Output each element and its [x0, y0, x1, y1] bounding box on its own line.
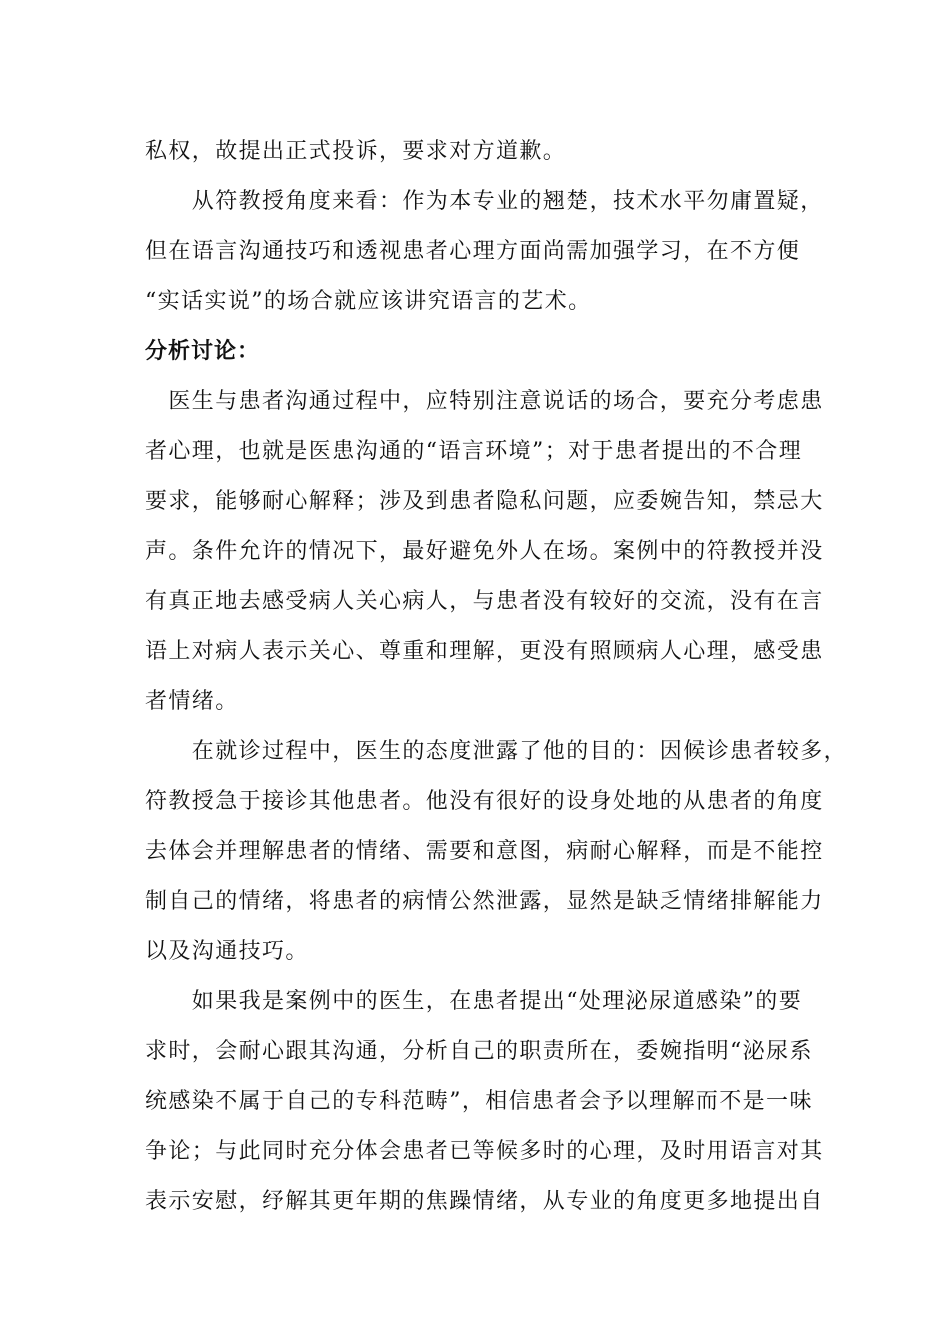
text-line: 有真正地去感受病人关心病人，与患者没有较好的交流，没有在言: [145, 589, 824, 614]
text-line: 声。条件允许的情况下，最好避免外人在场。案例中的符教授并没: [145, 539, 824, 564]
text-line: 私权，故提出正式投诉，要求对方道歉。: [145, 139, 567, 164]
section-heading: 分析讨论：: [145, 339, 261, 364]
text-line: 求时，会耐心跟其沟通，分析自己的职责所在，委婉指明“泌尿系: [145, 1039, 813, 1064]
text-line: 如果我是案例中的医生，在患者提出“处理泌尿道感染”的要: [145, 989, 803, 1014]
text-line: 医生与患者沟通过程中，应特别注意说话的场合，要充分考虑患: [145, 389, 824, 414]
text-line: 在就诊过程中，医生的态度泄露了他的目的：因候诊患者较多，: [145, 739, 848, 764]
text-line: 表示安慰，纾解其更年期的焦躁情绪，从专业的角度更多地提出自: [145, 1189, 824, 1214]
text-line: 统感染不属于自己的专科范畴”，相信患者会予以理解而不是一味: [145, 1089, 813, 1114]
text-line: 要求，能够耐心解释；涉及到患者隐私问题，应委婉告知，禁忌大: [145, 489, 824, 514]
text-line: 符教授急于接诊其他患者。他没有很好的设身处地的从患者的角度: [145, 789, 824, 814]
text-line: 去体会并理解患者的情绪、需要和意图，病耐心解释，而是不能控: [145, 839, 824, 864]
text-line: 从符教授角度来看：作为本专业的翘楚，技术水平勿庸置疑，: [145, 189, 824, 214]
text-line: 者情绪。: [145, 689, 239, 714]
text-line: 制自己的情绪，将患者的病情公然泄露，显然是缺乏情绪排解能力: [145, 889, 824, 914]
text-line: 但在语言沟通技巧和透视患者心理方面尚需加强学习，在不方便: [145, 239, 801, 264]
text-line: 以及沟通技巧。: [145, 939, 309, 964]
text-line: “实话实说”的场合就应该讲究语言的艺术。: [145, 289, 592, 314]
text-line: 争论；与此同时充分体会患者已等候多时的心理，及时用语言对其: [145, 1139, 824, 1164]
text-line: 者心理，也就是医患沟通的“语言环境”；对于患者提出的不合理: [145, 439, 803, 464]
text-line: 语上对病人表示关心、尊重和理解，更没有照顾病人心理，感受患: [145, 639, 824, 664]
